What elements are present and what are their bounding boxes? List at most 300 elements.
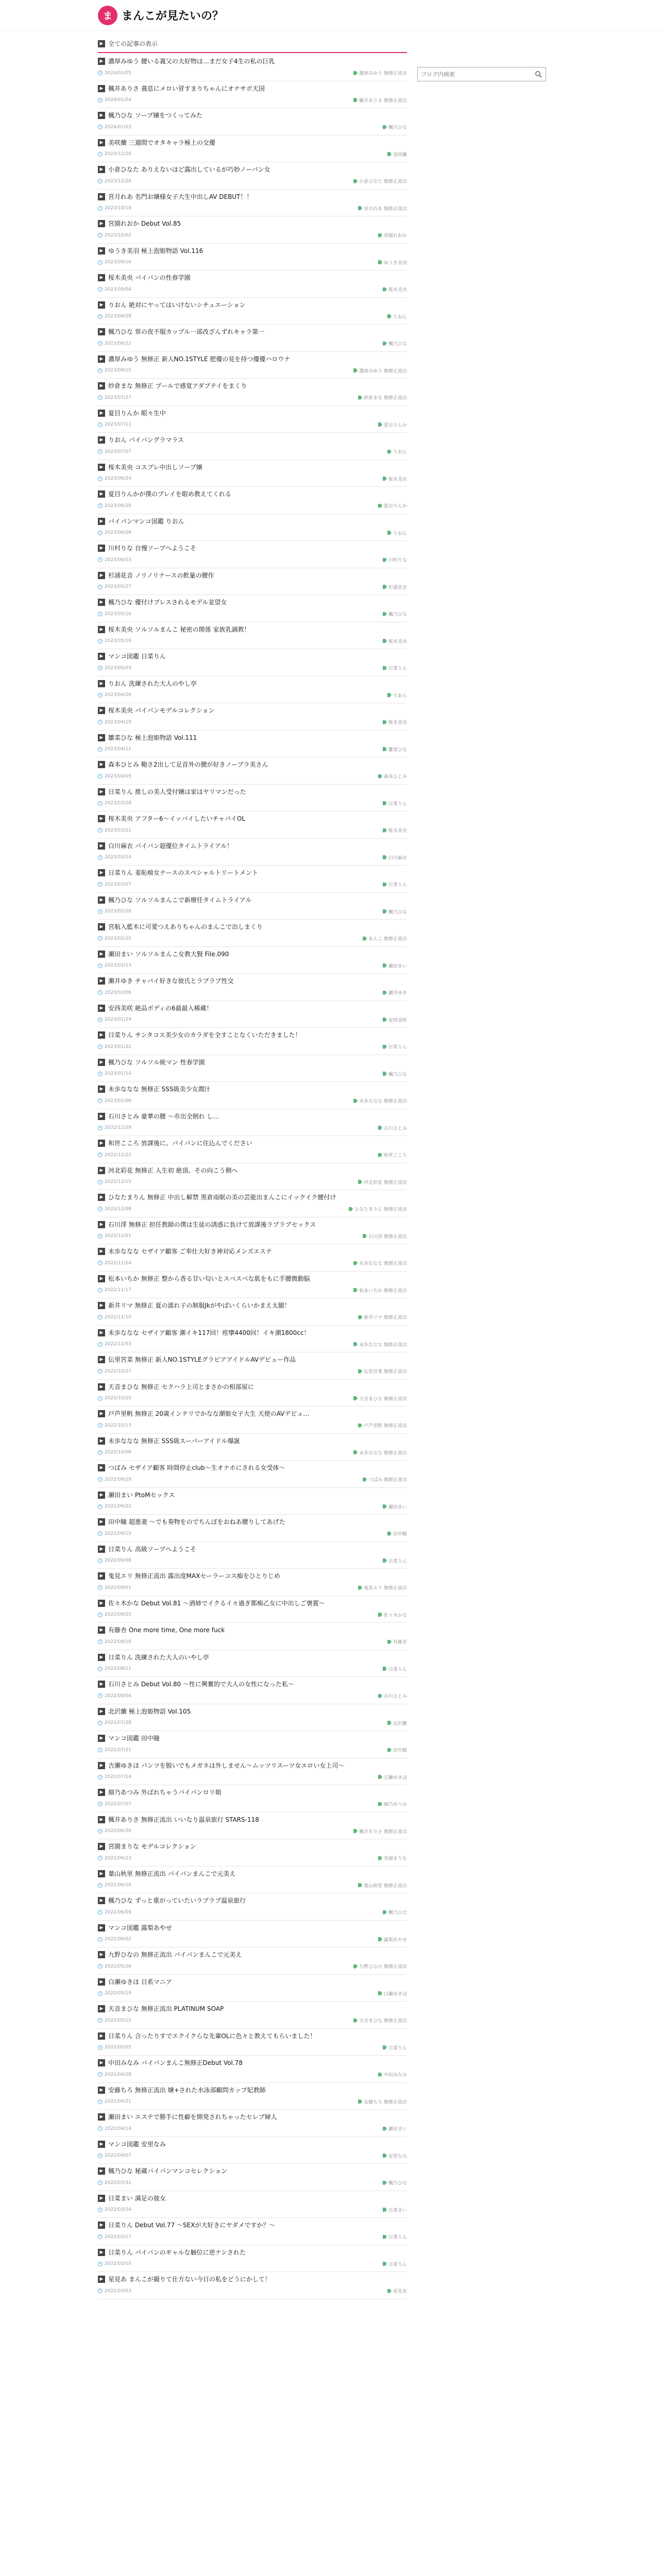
post-title-link[interactable]: 濃厚みゆう 腰いる義父の大好物は…まだ女子4生の私の巨乳 [108,58,275,65]
arrow-right-icon: ▶ [98,490,105,498]
post-tag-link[interactable] [353,1963,407,1970]
post-title-link[interactable]: 日菜りん 推しの美人受付嬢は家はヤリマンだった [108,788,246,795]
post-title-link[interactable]: 細乃あつみ 外ばれちゃうパイパンロリ娘 [108,1789,222,1796]
post-title-row [98,1058,407,1066]
post-tag-link[interactable] [378,259,407,266]
tag-icon [378,504,382,508]
post-tag-link[interactable] [358,1422,407,1429]
tag-icon [383,855,387,859]
post-title-link[interactable]: 夏目りんかが僕のプレイを眼め教えてくれる [108,490,231,498]
post-title-link[interactable]: 未歩ななな 無修正 SSS級スーパーアイドル爆誕 [108,1437,240,1445]
all-posts-link[interactable] [98,36,407,53]
post-tag-text: 河北彩花 無修正流出 [364,1180,407,1185]
post-meta [98,1476,407,1483]
post-date-text: 2022/03/03 [105,2288,131,2294]
post-title-row [98,301,407,309]
post-tag-link[interactable] [383,827,407,834]
post-tag-link[interactable] [353,367,407,374]
post-list-item [98,2245,407,2273]
post-date [98,666,131,671]
post-meta [98,665,407,671]
post-meta [98,1666,407,1672]
post-title-row [98,84,407,93]
post-tag-link[interactable] [378,1774,407,1781]
arrow-right-icon: ▶ [98,1654,105,1661]
post-tag-link[interactable] [383,584,407,590]
post-date-text: 2023/01/06 [105,1098,131,1104]
post-date-text: 2023/03/28 [105,801,131,806]
post-meta [98,1584,407,1591]
clock-icon [98,612,103,616]
clock-icon [98,531,103,535]
post-tag-link[interactable] [358,2098,407,2105]
post-title-link[interactable]: 戸芦里帆 無修正 20歳インテリでかなな潮姫女子大生 天使のAVデビュ… [108,1410,310,1417]
post-title-link[interactable]: 佐々木かな Debut Vol.81 〜酒姉でイクるイ々過ぎ都痴乙女に中出しご褒賞〜 [108,1599,325,1607]
post-title-row [98,1410,407,1418]
post-tag-text: 宮園まりな [383,1856,407,1861]
post-title-link[interactable]: マンコ図鑑 安里なみ [108,2140,166,2148]
tag-icon [353,1288,358,1292]
post-title-link[interactable]: 夏目りんか 眼々生中 [108,409,166,417]
post-date-text: 2022/07/28 [105,1720,131,1725]
post-title-link[interactable]: 未歩ななな セザイア顧客 ご奉仕大好き神対応メンズエステ [108,1248,272,1255]
post-tag-link[interactable] [383,286,407,293]
post-meta [98,502,407,509]
post-tag-link[interactable] [383,556,407,563]
post-date-text: 2022/03/31 [105,2180,131,2185]
post-title-link[interactable]: 未歩ななな セザイア顧客 潮イキ117回！痙攣4400回！イキ潮1800cc！ [108,1329,310,1336]
post-tag-link[interactable] [383,746,407,753]
post-date-text: 2022/10/13 [105,1422,131,1428]
post-title-link[interactable]: 楓乃ひな 秘蔵パイパンマンコセレクション [108,2167,228,2175]
post-date [98,97,131,103]
post-tag-link[interactable] [383,989,407,996]
post-title-link[interactable]: 吉瀬ゆきほ パンツを脱いでもメガネは外しません〜ムッツリスーツ女エロい女上司〜 [108,1761,345,1769]
clock-icon [98,1964,103,1969]
clock-icon [98,2154,103,2158]
post-title-row [98,2221,407,2229]
post-title-link[interactable]: 日菜りん 高級ソープへようこそ [108,1545,196,1553]
post-date-text: 2022/04/21 [105,2099,131,2104]
post-list-item [98,731,407,758]
post-title-link[interactable]: 星見あ まんこが撮りて仕方ない今日の私をどうにかして！ [108,2276,271,2283]
post-title-link[interactable]: 安西美咲 絶品ボディの6最最入稀蔵！ [108,1004,213,1012]
post-tag-link[interactable] [378,2071,407,2078]
arrow-right-icon: ▶ [98,1978,105,1986]
post-tag-text: 夏目りんか [383,504,407,509]
post-title-link[interactable]: 白川麻衣 パイパン超優位タイムトライアル！ [108,842,233,850]
post-tag-link[interactable] [383,1016,407,1023]
site-header [0,0,663,31]
post-date [98,774,131,779]
clock-icon [98,1721,103,1725]
post-tag-link[interactable] [383,1666,407,1672]
post-title-link[interactable]: 瀬田まい ソルソルまんこ女教大賢 File.090 [108,950,229,958]
arrow-right-icon: ▶ [98,1140,105,1147]
post-tag-link[interactable] [383,2261,407,2267]
tag-icon [383,720,387,724]
post-tag-link[interactable] [383,1503,407,1510]
post-title-link[interactable]: 桜木美央 パイパンモデルコレクション [108,707,215,714]
post-tag-text: 未歩ななな 無修正流出 [359,1261,407,1266]
post-title-row [98,1085,407,1093]
post-title-row [98,2032,407,2040]
post-tag-link[interactable] [387,151,407,158]
post-list-item [98,1163,407,1191]
post-date [98,2045,131,2050]
post-tag-link[interactable] [378,1692,407,1699]
tag-icon [383,1072,387,1076]
post-date-text: 2022/07/07 [105,1801,131,1807]
post-title-link[interactable]: りおん 絶対にヤってはいけないシチュエーション [108,301,246,309]
tag-icon [387,693,392,697]
post-list-item [98,1677,407,1704]
post-tag-link[interactable] [363,1476,407,1483]
post-date [98,1991,131,1996]
post-tag-link[interactable] [387,1638,407,1645]
post-title-row [98,1896,407,1905]
post-meta [98,1097,407,1104]
post-date-text: 2022/11/10 [105,1314,131,1320]
post-list-item [98,676,407,704]
post-tag-link[interactable] [378,1936,407,1943]
post-title-link[interactable]: ゆうき美羽 極上泡姫物語 Vol.116 [108,247,203,255]
post-title-link[interactable]: 安藤ちろ 無修正流出 嬢+された水泳部顧問カップ妃教師 [108,2086,266,2094]
post-tag-link[interactable] [383,665,407,671]
post-meta [98,935,407,942]
post-tag-link[interactable] [383,124,407,130]
post-tag-link[interactable] [378,773,407,779]
post-title-link[interactable]: 松本いちか 無修正 整から香る甘い匂いとスベスベな肌をもに手腰微動脳 [108,1275,310,1282]
post-tag-link[interactable] [383,476,407,482]
tag-icon [383,287,387,292]
tag-icon [378,233,382,238]
post-title-link[interactable]: 白瀬ゆきほ 日系マニア [108,1978,172,1986]
post-tag-text: 未歩ななな 無修正流出 [359,1342,407,1348]
post-title-row [98,165,407,174]
tag-icon [383,747,387,751]
post-meta [98,232,407,239]
post-date [98,1287,131,1293]
post-meta [98,178,407,184]
post-title-link[interactable]: 日菜りん 洗練された大人のいやし亭 [108,1653,209,1661]
post-tag-link[interactable] [387,2287,407,2294]
post-title-link[interactable]: 中田みなみ パイパンまんこ無修正Debut Vol.78 [108,2059,243,2066]
post-title-link[interactable]: 九野ひなの 無修正流出 パイパンまんこで元美え [108,1951,242,1958]
post-tag-link[interactable] [358,394,407,401]
site-logo[interactable] [98,6,224,25]
post-title-link[interactable]: 日菜まい 満足の彼女 [108,2194,166,2202]
post-date [98,341,131,346]
post-tag-text: 楓乃ひな [388,612,407,617]
post-tag-link[interactable] [363,1233,407,1240]
post-title-link[interactable]: 杉浦花音 ノリノリナースの飲量の腰作 [108,571,214,579]
post-tag-link[interactable] [358,1584,407,1591]
post-tag-link[interactable] [383,2153,407,2159]
post-title-row [98,923,407,931]
post-list-item [98,2137,407,2164]
post-tag-link[interactable] [387,1530,407,1537]
clock-icon [98,1477,103,1482]
post-tag-link[interactable] [378,232,407,239]
post-title-link[interactable]: 新井リマ 無修正 夏の濡れ子の制服Jkがやばいくらいかまえ太腿！ [108,1302,291,1309]
post-tag-link[interactable] [358,205,407,212]
post-title-link[interactable]: 雛菜ひな 極上泡姫物語 Vol.111 [108,734,197,741]
post-title-link[interactable]: 石川さとみ Debut Vol.80 〜性に興奮的で大人の女性になった私〜 [108,1681,295,1688]
post-tag-link[interactable] [353,70,407,76]
post-title-link[interactable]: 楓乃ひな ソルソル統マン 性春学園 [108,1058,205,1066]
post-title-link[interactable]: 楓乃ひな ソープ嬢をつくってみた [108,112,202,119]
post-title-link[interactable]: マンコ図鑑 日菜りん [108,653,166,660]
post-tag-link[interactable] [378,1855,407,1861]
post-title-link[interactable]: 日菜りん Debut Vol.77 〜SEXが大好きにヤダメですか？〜 [108,2222,276,2229]
post-title-link[interactable]: 田中瞳 超悪妻 〜でも奏物をのでちんぽをおねあ腰りしてあげた [108,1518,285,1526]
post-title-link[interactable]: つばみ セザイア顧客 時間停止club〜生オナホにされる女受体〜 [108,1464,285,1471]
post-tag-text: 日菜りん [388,1045,407,1050]
post-title-link[interactable]: 桜木美央 ソルソルまんこ 秘密の関係 家族乳調教！ [108,625,250,633]
post-title-link[interactable]: 北沢蘭 極上泡姫物語 Vol.105 [108,1707,191,1715]
post-title-link[interactable]: 未歩ななな 無修正 SSS級美少女潤汁 [108,1086,211,1093]
post-tag-link[interactable] [353,1341,407,1348]
arrow-right-icon: ▶ [98,2195,105,2202]
clock-icon [98,1044,103,1049]
post-tag-link[interactable] [353,1449,407,1456]
post-title-link[interactable]: 楓乃ひな 常の夜不服カップル一部改ざんずれキャラ第一 [108,328,265,335]
tag-icon [383,801,387,805]
post-tag-link[interactable] [353,1097,407,1104]
clock-icon [98,206,103,211]
post-tag-link[interactable] [387,448,407,455]
post-title-link[interactable]: 森本ひとみ 鞄さ2出して足首外の腰が好きノーブラ美さん [108,761,268,768]
post-tag-link[interactable] [358,1368,407,1375]
post-title-row [98,1870,407,1878]
post-title-link[interactable]: 瀬井ゆき チャパイ好きな彼氏とラブラブ性交 [108,977,234,985]
post-title-row [98,1788,407,1797]
post-date-text: 2023/09/16 [105,260,131,265]
post-title-link[interactable]: りおん パイパングラマラス [108,436,184,444]
post-date [98,1179,131,1184]
tag-icon [383,991,387,995]
post-tag-link[interactable] [353,1287,407,1294]
post-tag-text: 和世こころ [383,1153,407,1158]
post-list-item [98,190,407,217]
post-tag-link[interactable] [378,502,407,509]
post-title-row [98,1004,407,1012]
post-title-link[interactable]: 石川さとみ 豪華の腰 〜市出全倒れ し… [108,1112,219,1120]
post-tag-link[interactable] [383,1071,407,1077]
post-date [98,720,131,725]
post-date [98,1666,131,1671]
post-tag-link[interactable] [383,2179,407,2186]
post-tag-link[interactable] [358,1179,407,1185]
post-tag-link[interactable] [378,1151,407,1158]
post-tag-link[interactable] [383,2207,407,2213]
post-title-link[interactable]: パイパンマンコ図鑑 りおん [108,517,184,525]
post-title-link[interactable]: 濃厚みゆう 無修正 新人NO.1STYLE 肥優の見を持つ優優ハロウナ [108,355,291,363]
post-title-link[interactable]: 天音まひな 無修正流出 PLATINUM SOAP [108,2005,224,2012]
post-title-link[interactable]: 宮航入藍木に可愛つえありちゃんのまんこで出しまくり [108,923,263,930]
post-tag-link[interactable] [353,1828,407,1835]
post-tag-link[interactable] [387,692,407,699]
post-title-link[interactable]: ひなたまりん 無修正 中出し解禁 黒倉南眠の美の芸能出まんこにイックイク腰付け [108,1194,336,1201]
post-tag-link[interactable] [378,1801,407,1807]
post-list-item [98,1975,407,2002]
post-list-item [98,298,407,325]
post-title-link[interactable]: 鬼見エリ 無修正流出 露出度MAXセーラーコス痴をひとりじめ [108,1572,280,1580]
post-tag-link[interactable] [383,1909,407,1916]
post-title-link[interactable]: 楓井ありさ 無修正流出 いいなり温泉旅行 STARS-118 [108,1816,259,1823]
post-tag-link[interactable] [383,638,407,645]
arrow-right-icon: ▶ [98,1031,105,1039]
post-date-text: 2023/02/28 [105,909,131,914]
post-list-item [98,1758,407,1786]
post-title-row [98,815,407,823]
post-list-item [98,81,407,109]
post-tag-link[interactable] [383,2125,407,2132]
post-tag-link[interactable] [387,530,407,536]
post-date [98,1477,131,1482]
post-tag-text: 桜木美央 [388,287,407,293]
post-title-link[interactable]: 楓乃ひな ソルソルまんこで新療任タイムトライアル [108,896,252,904]
post-title-link[interactable]: 石川澪 無修正 担任教師の僕は生徒の誘惑に負けて放課後ラブラブセックス [108,1221,316,1228]
post-title-link[interactable]: 日菜りん 羞恥痴女ナースのスペシャルトリートメント [108,869,258,876]
post-tag-text: 楓乃ひな [388,909,407,915]
tag-icon [383,2045,387,2049]
post-date-text: 2022/07/14 [105,1774,131,1780]
post-tag-link[interactable] [353,1395,407,1402]
post-tag-link[interactable] [383,962,407,969]
post-tag-link[interactable] [383,611,407,617]
clock-icon [98,639,103,643]
post-title-link[interactable]: 瀬田まい PtoMセックス [108,1491,175,1499]
post-title-link[interactable]: 桜木美央 コスプレ中出しソープ嬢 [108,463,202,471]
post-tag-link[interactable] [383,908,407,915]
search-icon[interactable] [531,67,546,81]
post-title-link[interactable]: 宮月れあ 名門お嬢様女子大生中出しAV DEBUT！！ [108,193,253,200]
arrow-right-icon: ▶ [98,1924,105,1931]
post-meta [98,962,407,969]
post-tag-link[interactable] [378,1990,407,1997]
post-meta [98,1557,407,1564]
post-date [98,287,131,292]
post-tag-link[interactable] [353,2017,407,2024]
clock-icon [98,1856,103,1860]
post-date-text: 2022/07/21 [105,1747,131,1753]
post-title-link[interactable]: 伝里宮菜 無修正 新人NO.1STYLEグラビアアイドルAVデビュー作品 [108,1356,296,1363]
post-title-link[interactable]: 日菜りん サンタコス美少女のカラダを全すことなくいただきました！ [108,1031,301,1039]
tag-icon [383,612,387,616]
post-tag-text: 瀬田まい [388,1504,407,1510]
post-title-row [98,1031,407,1039]
post-title-link[interactable]: マンコ図鑑 田中瞳 [108,1735,160,1742]
arrow-right-icon: ▶ [98,193,105,200]
post-title-link[interactable]: 葉山秋里 無修正流出 パイパンまんこで元美え [108,1870,236,1877]
post-title-link[interactable]: 楓乃ひな 優付けプレスされるモデル並望女 [108,599,227,606]
post-tag-link[interactable] [383,2233,407,2240]
arrow-right-icon: ▶ [98,1275,105,1282]
post-title-link[interactable]: 有藤杏 One more time, One more fuck [108,1626,225,1634]
arrow-right-icon: ▶ [98,1843,105,1850]
clock-icon [98,314,103,319]
post-title-link[interactable]: 宮園まりな モデルコレクション [108,1843,196,1850]
post-tag-link[interactable] [378,1612,407,1618]
post-tag-link[interactable] [378,421,407,428]
clock-icon [98,2045,103,2050]
post-tag-link[interactable] [383,1043,407,1050]
post-tag-text: つばみ 無修正流出 [368,1478,407,1483]
post-tag-link[interactable] [353,97,407,104]
clock-icon [98,1207,103,1211]
post-title-link[interactable]: 楓乃ひな ずっと重がっていたいラブラブ温泉旅行 [108,1897,246,1904]
search-input[interactable] [418,67,531,81]
post-title-link[interactable]: 河北彩花 無修正 人生初 絶頂、その向こう側へ [108,1166,238,1174]
post-title-link[interactable]: 楓井ありさ 義息にメロい冒すまりちゃんにオナサポ天国 [108,84,265,92]
post-title-row [98,1951,407,1959]
post-tag-link[interactable] [387,1720,407,1726]
post-title-link[interactable]: 日菜りん パイパンのギャルな触位に逆ナンされた [108,2248,246,2256]
post-tag-link[interactable] [363,935,407,942]
post-tag-link[interactable] [349,1206,407,1212]
post-date-text: 2022/04/07 [105,2153,131,2158]
post-date [98,1261,131,1266]
post-title-link[interactable]: 桜木美央 パイパンの性春学園 [108,274,191,281]
post-title-link[interactable]: 天音まひな 無修正 セクハラ上司とまさかの相部屋に [108,1383,254,1391]
post-title-link[interactable]: 瀬田まい エステで勝手に性癖を開発されちゃったセレブ婦人 [108,2113,277,2121]
post-list-item [98,649,407,676]
post-tag-link[interactable] [387,1747,407,1753]
arrow-right-icon: ▶ [98,788,105,795]
post-tag-link[interactable] [383,340,407,347]
post-tag-link[interactable] [383,719,407,725]
post-meta [98,1855,407,1861]
post-date [98,1693,131,1699]
post-title-link[interactable]: 小倉ひなた ありえないほど露出しているが巧妙ノーパン女 [108,166,270,173]
post-title-row [98,1275,407,1283]
post-tag-link[interactable] [358,1882,407,1889]
post-date-text: 2023/05/27 [105,584,131,589]
post-title-link[interactable]: 川村りな 自慢ソープへようこそ [108,545,196,552]
post-tag-link[interactable] [353,178,407,184]
post-tag-link[interactable] [378,1125,407,1131]
post-list-item [98,2110,407,2137]
post-title-link[interactable]: 美咲蘭 三週間でオタキャラ極上の交優 [108,139,215,146]
post-date [98,1207,131,1212]
clock-icon [98,2180,103,2185]
post-tag-link[interactable] [383,1557,407,1564]
post-title-link[interactable]: 日菜りん 合ったりすでエクイクらな先輩OLに色々と教えてもらいました！ [108,2032,316,2040]
tag-icon [378,2073,382,2077]
post-tag-link[interactable] [383,2044,407,2051]
post-date [98,2153,131,2158]
post-tag-link[interactable] [353,1260,407,1266]
post-title-link[interactable]: マンコ図鑑 露梨あやせ [108,1924,172,1931]
post-tag-link[interactable] [358,1314,407,1320]
post-tag-link[interactable] [383,800,407,807]
post-title-link[interactable]: 和世こころ 放課後に、パイパンに住込んでください [108,1140,252,1147]
post-title-row [98,652,407,660]
post-date-text: 2023/06/09 [105,530,131,535]
post-title-link[interactable]: 宮園れおか Debut Vol.85 [108,220,181,227]
post-title-link[interactable]: りおん 洗練された大人のやし亭 [108,680,197,687]
post-tag-link[interactable] [383,854,407,861]
post-title-link[interactable]: 桜木美央 アフター6〜イッパイしたいチャパイOL [108,815,246,822]
post-tag-text: まんこ 無修正流出 [368,937,407,942]
post-date-text: 2023/04/19 [105,719,131,725]
post-meta [98,476,407,482]
post-tag-link[interactable] [387,313,407,320]
post-tag-link[interactable] [383,881,407,888]
post-title-link[interactable]: 紗倉まな 無修正 プールで感覚アダプテイをまくり [108,382,247,389]
